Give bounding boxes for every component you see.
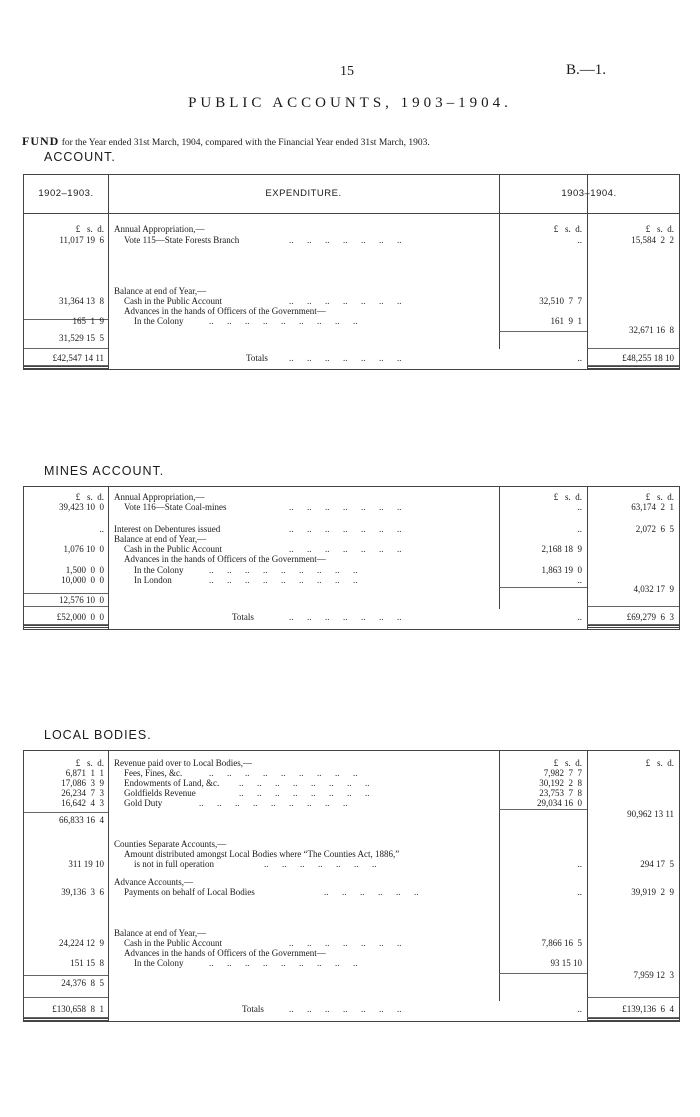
line-interest-debentures: Interest on Debentures issued [114,524,221,534]
line-vote-116: Vote 116—State Coal-mines [124,502,227,512]
prev-cash-public-account: 24,224 12 9 [59,938,104,948]
prev-in-the-colony: 165 1 9 [72,316,104,326]
prev-vote-115: 11,017 19 6 [59,235,104,245]
section-heading-mines: MINES ACCOUNT. [44,464,165,478]
lsd-header-right: £ s. d. [645,492,674,502]
line-totals: Totals [232,612,254,622]
line-in-the-colony: In the Colony [134,958,184,968]
prev-interest-debentures: .. [99,524,104,534]
line-advance-accounts: Advance Accounts,— [114,877,193,887]
prev-cash-public-account: 1,076 10 0 [63,544,104,554]
detail-interest-debentures: .. [577,524,582,534]
detail-in-the-colony: 1,863 19 0 [541,565,582,575]
line-cash-public-account: Cash in the Public Account [124,296,222,306]
line-totals: Totals [242,1004,264,1014]
detail-in-the-colony: 161 9 1 [550,316,582,326]
line-goldfields-revenue: Goldfields Revenue [124,788,196,798]
line-balance-end-year: Balance at end of Year,— [114,928,207,938]
detail-cash-public-account: 2,168 18 9 [541,544,582,554]
lsd-header-detail: £ s. d. [553,758,582,768]
line-annual-appropriation: Annual Appropriation,— [114,224,205,234]
line-not-full-operation: is not in full operation [134,859,214,869]
prev-balance-subtotal: 31,529 15 5 [59,333,104,343]
detail-vote-115: .. [577,235,582,245]
line-cash-public-account: Cash in the Public Account [124,544,222,554]
column-header-1903-1904: 1903–1904. [561,188,617,199]
lsd-header-right: £ s. d. [645,224,674,234]
detail-total: .. [577,353,582,363]
line-balance-end-year: Balance at end of Year,— [114,534,207,544]
prev-vote-116: 39,423 10 0 [59,502,104,512]
curr-balance-subtotal: 4,032 17 9 [633,584,674,594]
prev-fees-fines: 6,871 1 1 [65,768,104,778]
detail-total: .. [577,612,582,622]
lsd-header-detail: £ s. d. [553,224,582,234]
curr-vote-116: 63,174 2 1 [631,502,674,512]
curr-vote-115: 15,584 2 2 [631,235,674,245]
line-advances-officers: Advances in the hands of Officers of the Government— [124,554,326,564]
prev-counties: 311 19 10 [68,859,104,869]
lsd-header-left: £ s. d. [75,224,104,234]
local-bodies-table: £ s. d. £ s. d. £ s. d. Revenue paid over to Local Bodies,— Fees, Fines, &c. .. .. .. .. .. .. .. .. .. 6,871 1 1 7,982 7 7 Endowments of Land, &c. .. .. .. .. .. .. .. .. 17,086 3 9 30,192 2 8 Goldfields Revenue .. .. .. .. .. .. .. .. 26,234 7 3 23,753 7 8 Gold Duty .. .. .. .. .. .. .. .. .. 16,642 4 3 29,034 16 0 66,833 16 4 90,962 13 11 Counties Separate Accounts,— Amount distributed amongst Local Bodies where “The Counties Act, 1886,” is not in full operation .. .. .. .. .. .. .. 311 19 10 .. 294 17 5 Advance Accounts,— Payments on behalf of Local Bodies .. .. .. .. .. .. 39,136 3 6 .. 39,919 2 9 Balance at end of Year,— Cash in the Public Account .. .. .. .. .. .. .. 24,224 12 9 7,866 16 5 Advances in the hands of Officers of the Government— In the Colony .. .. .. .. .. .. .. .. .. 151 15 8 93 15 10 24,376 8 5 7,959 12 3 Totals .. .. .. .. .. .. .. £130,658 8 1 .. £139,136 6 4 [23,750,680,1022]
line-fees-fines: Fees, Fines, &c. [124,768,183,778]
lsd-header-left: £ s. d. [75,758,104,768]
prev-in-the-colony: 1,500 0 0 [65,565,104,575]
detail-vote-116: .. [577,502,582,512]
lsd-header-left: £ s. d. [75,492,104,502]
line-gold-duty: Gold Duty [124,798,163,808]
detail-in-london: .. [577,575,582,585]
line-totals: Totals [246,353,268,363]
prev-goldfields-revenue: 26,234 7 3 [61,788,104,798]
line-in-the-colony: In the Colony [134,565,184,575]
line-balance-end-year: Balance at end of Year,— [114,286,207,296]
detail-endowments: 30,192 2 8 [539,778,582,788]
page-title: PUBLIC ACCOUNTS, 1903–1904. [188,95,512,111]
curr-revenue-subtotal: 90,962 13 11 [627,809,674,819]
line-cash-public-account: Cash in the Public Account [124,938,222,948]
curr-total: £48,255 18 10 [622,353,674,363]
curr-counties: 294 17 5 [640,859,674,869]
fund-description: for the Year ended 31st March, 1904, compared with the Financial Year ended 31st March, 1903. [59,138,430,148]
account-table: 1902–1903. EXPENDITURE. 1903–1904. £ s. d. £ s. d. £ s. d. Annual Appropriation,— Vote 115—State Forests Branch .. .. .. .. .. .. .. 11,017 19 6 .. 15,584 2 2 Balance at end of Year,— Cash in the Public Account .. .. .. .. .. .. .. 31,364 13 8 32,510 7 7 Advances in the hands of Officers of the Government— In the Colony .. .. .. .. .. .. .. .. .. 165 1 9 161 9 1 31,529 15 5 32,671 16 8 Totals .. .. .. .. .. .. .. £42,547 14 11 .. £48,255 18 10 [23,174,680,370]
prev-cash-public-account: 31,364 13 8 [59,296,104,306]
column-header-1902-1903: 1902–1903. [38,188,94,199]
line-advances-officers: Advances in the hands of Officers of the Government— [124,948,326,958]
curr-interest-debentures: 2,072 6 5 [635,524,674,534]
mines-account-table: £ s. d. £ s. d. £ s. d. Annual Appropriation,— Vote 116—State Coal-mines .. .. .. .. .. .. .. 39,423 10 0 .. 63,174 2 1 Interest on Debentures issued .. .. .. .. .. .. .. .. .. 2,072 6 5 Balance at end of Year,— Cash in the Public Account .. .. .. .. .. .. .. 1,076 10 0 2,168 18 9 Advances in the hands of Officers of the Government— In the Colony .. .. .. .. .. .. .. .. .. 1,500 0 0 1,863 19 0 In London .. .. .. .. .. .. .. .. .. 10,000 0 0 .. 12,576 10 0 4,032 17 9 Totals .. .. .. .. .. .. .. £52,000 0 0 .. £69,279 6 3 [23,486,680,630]
fund-word: FUND [22,134,60,148]
prev-total: £52,000 0 0 [56,612,104,622]
lsd-header-right: £ s. d. [645,758,674,768]
line-in-london: In London [134,575,172,585]
line-endowments: Endowments of Land, &c. [124,778,220,788]
line-annual-appropriation: Annual Appropriation,— [114,492,205,502]
line-amount-distributed: Amount distributed amongst Local Bodies where “The Counties Act, 1886,” [124,849,400,859]
curr-total: £69,279 6 3 [626,612,674,622]
prev-balance-subtotal: 12,576 10 0 [59,595,104,605]
column-header-expenditure: EXPENDITURE. [265,188,342,199]
prev-endowments: 17,086 3 9 [61,778,104,788]
line-advances-officers: Advances in the hands of Officers of the Government— [124,306,326,316]
prev-revenue-subtotal: 66,833 16 4 [59,815,104,825]
section-heading-local-bodies: LOCAL BODIES. [44,728,152,742]
section-heading-account: ACCOUNT. [44,150,116,164]
detail-total: .. [577,1004,582,1014]
detail-counties: .. [577,859,582,869]
line-vote-115: Vote 115—State Forests Branch [124,235,240,245]
detail-fees-fines: 7,982 7 7 [543,768,582,778]
detail-cash-public-account: 7,866 16 5 [541,938,582,948]
prev-in-the-colony: 151 15 8 [70,958,104,968]
curr-balance-subtotal: 7,959 12 3 [633,970,674,980]
prev-in-london: 10,000 0 0 [61,575,104,585]
detail-goldfields-revenue: 23,753 7 8 [539,788,582,798]
prev-total: £130,658 8 1 [52,1004,104,1014]
document-reference: B.—1. [566,62,607,78]
line-revenue-local-bodies: Revenue paid over to Local Bodies,— [114,758,252,768]
lsd-header-detail: £ s. d. [553,492,582,502]
detail-cash-public-account: 32,510 7 7 [539,296,582,306]
curr-payments-local-bodies: 39,919 2 9 [631,887,674,897]
detail-gold-duty: 29,034 16 0 [537,798,582,808]
line-in-the-colony: In the Colony [134,316,184,326]
curr-balance-subtotal: 32,671 16 8 [629,325,674,335]
page-number: 15 [340,64,354,79]
prev-gold-duty: 16,642 4 3 [61,798,104,808]
prev-payments-local-bodies: 39,136 3 6 [61,887,104,897]
line-payments-local-bodies: Payments on behalf of Local Bodies [124,887,255,897]
fund-line [22,134,430,149]
prev-balance-subtotal: 24,376 8 5 [61,978,104,988]
detail-in-the-colony: 93 15 10 [550,958,582,968]
prev-total: £42,547 14 11 [52,353,104,363]
detail-payments-local-bodies: .. [577,887,582,897]
curr-total: £139,136 6 4 [622,1004,674,1014]
line-counties-separate: Counties Separate Accounts,— [114,839,227,849]
